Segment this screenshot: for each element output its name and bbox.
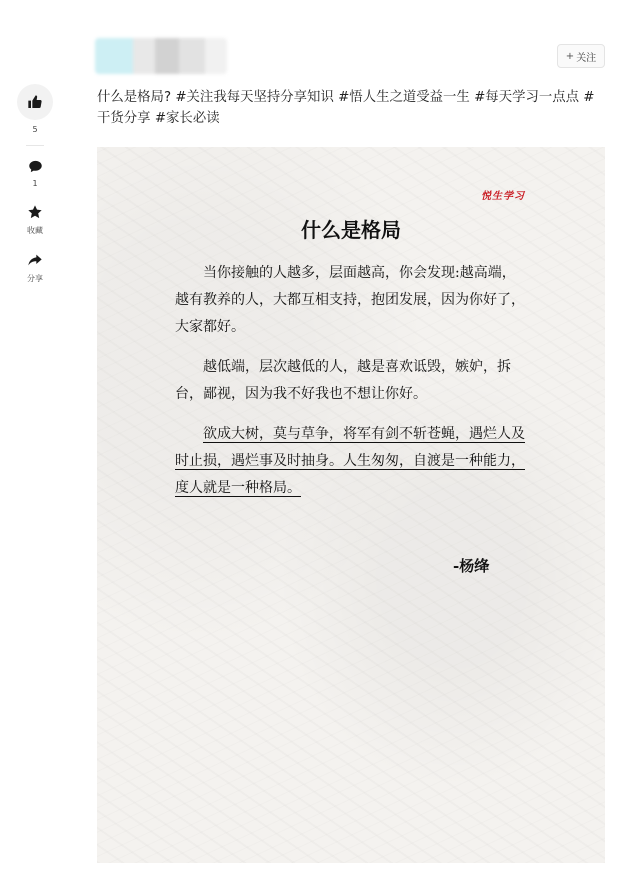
share-button[interactable] — [16, 252, 54, 284]
article-paragraph-underlined — [175, 421, 529, 502]
author-avatar-blurred[interactable] — [95, 38, 227, 74]
like-count: 5 — [32, 125, 38, 134]
share-label: 分享 — [27, 274, 43, 283]
thumbs-up-icon — [27, 94, 43, 110]
article-paragraph: 越低端，层次越低的人，越是喜欢诋毁，嫉妒，拆台，鄙视，因为我不好我也不想让你好。 — [175, 359, 511, 402]
collect-label: 收藏 — [27, 226, 43, 235]
star-icon — [27, 204, 43, 220]
like-button[interactable] — [16, 84, 54, 134]
divider — [26, 145, 44, 146]
share-icon — [27, 252, 43, 268]
article-author: -杨绛 — [453, 557, 490, 575]
article-paragraph: 当你接触的人越多，层面越高，你会发现:越高端，越有教养的人，大都互相支持，抱团发展，因为你好了，大家都好。 — [175, 265, 525, 335]
comment-button[interactable] — [16, 159, 54, 188]
plus-icon: + — [565, 50, 575, 62]
article-image[interactable] — [97, 147, 605, 863]
article-title: 什么是格局 — [301, 218, 401, 242]
comment-icon — [28, 159, 43, 174]
like-circle[interactable] — [17, 84, 53, 120]
post-caption: 什么是格局? #关注我每天坚持分享知识 #悟人生之道受益一生 #每天学习一点点 #干货分享 #家长必读 — [97, 90, 595, 126]
seal-stamp: 悦生学习 — [481, 191, 525, 202]
follow-label: 关注 — [576, 52, 597, 64]
comment-count: 1 — [32, 179, 38, 188]
follow-button[interactable] — [557, 44, 605, 68]
underlined-text: 欲成大树，莫与草争，将军有剑不斩苍蝇，遇烂人及时止损，遇烂事及时抽身。人生匆匆，自渡是一种能力，度人就是一种格局。 — [175, 426, 525, 496]
action-sidebar — [16, 84, 54, 284]
collect-button[interactable] — [16, 204, 54, 236]
